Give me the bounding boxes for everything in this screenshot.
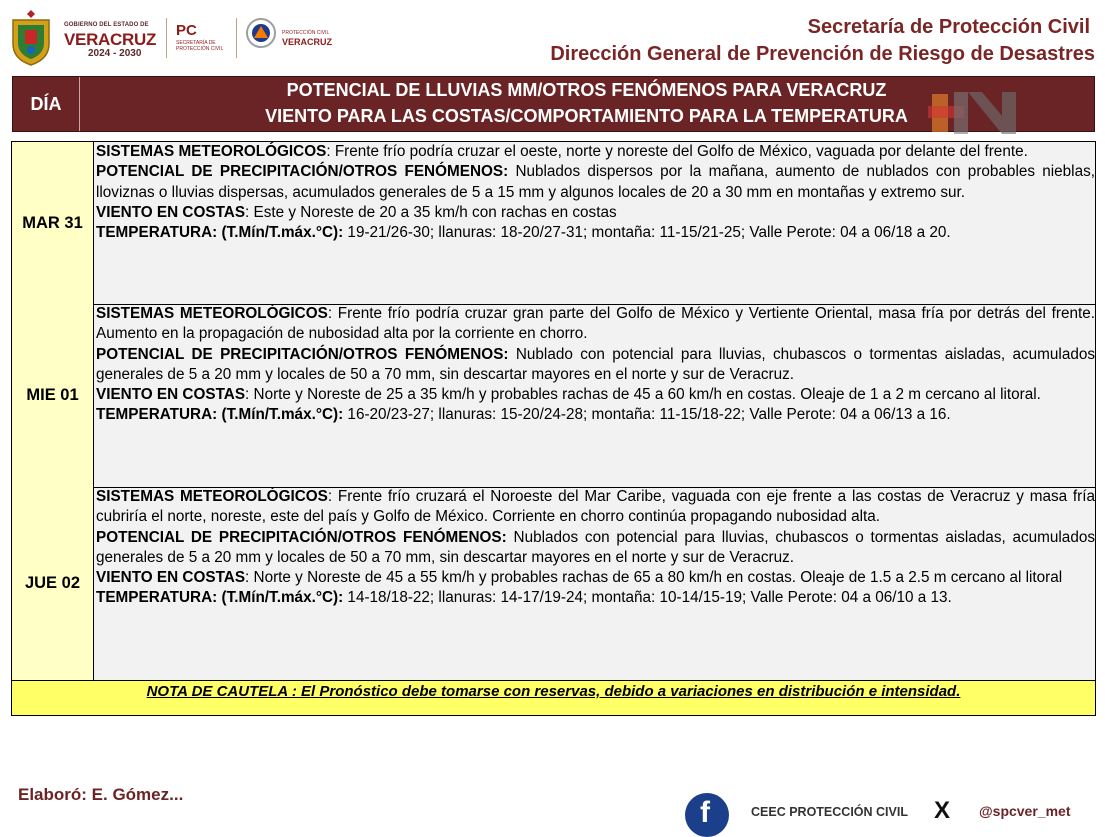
facebook-icon-glyph: f: [700, 796, 710, 829]
viento-text: : Norte y Noreste de 25 a 35 km/h y probables rachas de 45 a 60 km/h en costas. Oleaje de 1 a 2 m cercano al litoral.: [245, 386, 1041, 404]
forecast-text: [96, 487, 1095, 680]
temperatura-label: TEMPERATURA: (T.Mín/T.máx.°C):: [96, 406, 344, 424]
potencial-label: POTENCIAL DE PRECIPITACIÓN/OTROS FENÓMENOS:: [96, 345, 509, 363]
caution-note-box: [11, 680, 1096, 716]
page-subtitle: Dirección General de Prevención de Riesgo de Desastres: [550, 43, 1095, 65]
gov-small-label: GOBIERNO DEL ESTADO DE: [64, 22, 149, 28]
author-credit: Elaboró: E. Gómez...: [18, 785, 184, 804]
temperatura-text: 14-18/18-22; llanuras: 14-17/19-24; montaña: 10-14/15-19; Valle Perote: 04 a 06/10 a 13.: [343, 589, 952, 607]
sistemas-text: : Frente frío podría cruzar gran parte del Golfo de México y Vertiente Oriental, masa fría por detrás del frente. Aumento en la propagación de nubosidad alta por la corriente en chorro.: [96, 305, 1095, 343]
day-column-header: DÍA: [13, 77, 80, 131]
caution-note: NOTA DE CAUTELA : El Pronóstico debe tomarse con reservas, debido a variaciones en distribución e intensidad.: [146, 683, 961, 700]
temperatura-text: 19-21/26-30; llanuras: 18-20/27-31; montaña: 11-15/21-25; Valle Perote: 04 a 06/18 a 20.: [343, 224, 951, 242]
potencial-text: Nublado con potencial para lluvias, chubascos o tormentas aisladas, acumulados generales de 5 a 20 mm y locales de 50 a 70 mm, sin descartar mayores en el norte y sur de Veracruz.: [96, 345, 1095, 383]
header-line-2: VIENTO PARA LAS COSTAS/COMPORTAMIENTO PARA LA TEMPERATURA: [265, 106, 908, 126]
day-cell: MIE 01: [12, 304, 94, 487]
forecast-table: [11, 141, 1096, 681]
forecast-text: [96, 304, 1095, 486]
viento-label: VIENTO EN COSTAS: [96, 569, 246, 587]
potencial-text: Nublados dispersos por la mañana, aumento de nublados con probables nieblas, lloviznas o lluvias dispersas, acumulados generales de 5 a 15 mm y algunos locales de 20 a 30 mm en montañas y extremo sur.: [96, 163, 1095, 201]
x-twitter-icon[interactable]: X: [934, 797, 951, 824]
page-title: Secretaría de Protección Civil: [807, 16, 1090, 38]
gov-state-name: VERACRUZ: [64, 30, 157, 49]
viento-text: : Norte y Noreste de 45 a 55 km/h y probables rachas de 65 a 80 km/h en costas. Oleaje de 1.5 a 2.5 m cercano al litoral: [245, 569, 1063, 587]
viento-text: : Este y Noreste de 20 a 35 km/h con rachas en costas: [245, 203, 617, 221]
pc-abbr: PC: [176, 22, 197, 39]
logo-divider: [236, 18, 237, 58]
viento-label: VIENTO EN COSTAS: [96, 203, 246, 221]
logo-divider: [166, 18, 167, 58]
pc2-main-label: VERACRUZ: [282, 37, 333, 47]
pc2-small-label: PROTECCIÓN CIVIL: [282, 30, 330, 36]
header-logos: [8, 8, 348, 66]
sistemas-label: SISTEMAS METEOROLÓGICOS: [96, 305, 328, 322]
day-cell: JUE 02: [12, 487, 94, 680]
temperatura-label: TEMPERATURA: (T.Mín/T.máx.°C):: [96, 224, 344, 242]
viento-label: VIENTO EN COSTAS: [96, 386, 246, 404]
sistemas-label: SISTEMAS METEOROLÓGICOS: [96, 143, 327, 160]
temperatura-label: TEMPERATURA: (T.Mín/T.máx.°C):: [96, 589, 344, 607]
facebook-page-name[interactable]: CEEC PROTECCIÓN CIVIL: [751, 805, 908, 819]
sistemas-label: SISTEMAS METEOROLÓGICOS: [96, 488, 328, 505]
sistemas-text: : Frente frío podría cruzar el oeste, norte y noreste del Golfo de México, vaguada por delante del frente.: [326, 143, 1028, 160]
table-row: [12, 142, 1095, 305]
header-line-1: POTENCIAL DE LLUVIAS MM/OTROS FENÓMENOS PARA VERACRUZ: [286, 80, 887, 100]
potencial-label: POTENCIAL DE PRECIPITACIÓN/OTROS FENÓMENOS:: [96, 528, 507, 546]
sistemas-text: : Frente frío cruzará el Noroeste del Mar Caribe, vaguada con eje frente a las costas de Veracruz y masa fría cubriría el norte, noreste, este del país y Golfo de México. Corriente en chorro continúa propagando nubosidad alta.: [96, 488, 1095, 526]
pc-sub-label: SECRETARÍA DE PROTECCIÓN CIVIL: [176, 40, 224, 52]
table-row: [12, 487, 1095, 680]
x-handle[interactable]: @spcver_met: [979, 803, 1071, 819]
gov-years: 2024 - 2030: [88, 48, 142, 59]
potencial-text: Nublados con potencial para lluvias, chubascos o tormentas aisladas, acumulados generales de 5 a 20 mm y locales de 50 a 70 mm, sin descartar mayores en el norte y sur de Veracruz.: [96, 528, 1095, 566]
temperatura-text: 16-20/23-27; llanuras: 15-20/24-28; montaña: 11-15/18-22; Valle Perote: 04 a 06/13 a 16.: [343, 406, 951, 424]
veracruz-shield-icon: [8, 8, 54, 66]
forecast-text: [96, 142, 1095, 303]
potencial-label: POTENCIAL DE PRECIPITACIÓN/OTROS FENÓMENOS:: [96, 163, 509, 181]
table-row: [12, 304, 1095, 488]
proteccion-civil-emblem-icon: [246, 18, 276, 48]
day-cell: MAR 31: [12, 142, 94, 304]
in-watermark-logo-icon: [928, 90, 1018, 136]
